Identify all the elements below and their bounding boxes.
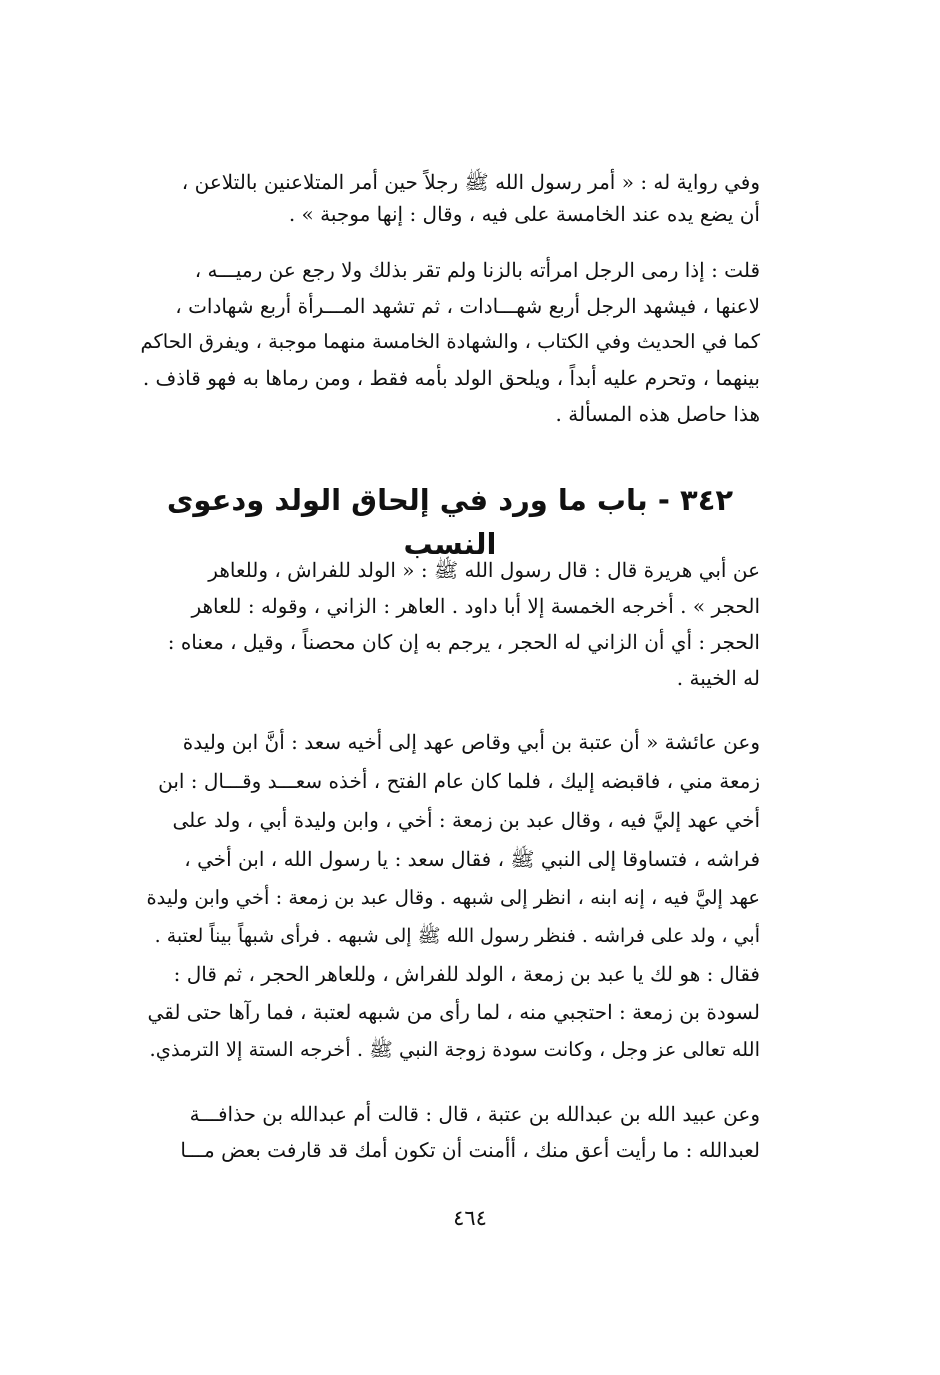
- page-number: ٤٦٤: [453, 1206, 487, 1230]
- paragraph-qultu: [140, 256, 760, 446]
- text-line: بينهما ، وتحرم عليه أبداً ، ويلحق الولد بأمه فقط ، ومن رماها به فهو قاذف .: [142, 366, 760, 390]
- text-line: أبي ، ولد على فراشه . فنظر رسول الله ﷺ إلى شبهه . فرأى شبهاً بيناً لعتبة .: [154, 925, 760, 947]
- text-line: وعن عائشة « أن عتبة بن أبي وقاص عهد إلى أخيه سعد : أنَّ ابن وليدة: [182, 730, 760, 754]
- text-line: كما في الحديث وفي الكتاب ، والشهادة الخامسة منهما موجبة ، ويفرق الحاكم: [140, 330, 760, 353]
- text-line: عهد إليَّ فيه ، إنه ابنه ، انظر إلى شبهه . وقال عبد بن زمعة : أخي وابن وليدة: [146, 886, 760, 909]
- text-line: عن أبي هريرة قال : قال رسول الله ﷺ : « الولد للفراش ، وللعاهر: [208, 558, 760, 582]
- paragraph-aisha: [140, 728, 760, 1088]
- paragraph-riwaya: [140, 168, 760, 228]
- text-line: وعن عبيد الله بن عبدالله بن عتبة ، قال : قالت أم عبدالله بن حذافـــة: [189, 1102, 760, 1126]
- text-line: فقال : هو لك يا عبد بن زمعة ، الولد للفراش ، وللعاهر الحجر ، ثم قال :: [173, 962, 760, 986]
- text-line: أن يضع يده عند الخامسة على فيه ، وقال : إنها موجبة » .: [288, 202, 760, 226]
- text-line: له الخيبة .: [676, 666, 760, 690]
- text-line: أخي عهد إليَّ فيه ، وقال عبد بن زمعة : أخي ، وابن وليدة أبي ، ولد على: [172, 808, 760, 832]
- text-line: لعبدالله : ما رأيت أعق منك ، أأمنت أن تكون أمك قد قارفت بعض مـــا: [180, 1138, 760, 1162]
- text-line: وفي رواية له : « أمر رسول الله ﷺ رجلاً حين أمر المتلاعنين بالتلاعن ،: [181, 170, 760, 194]
- paragraph-ubaydullah: [140, 1100, 760, 1170]
- paragraph-abu-hurayra: [140, 556, 760, 706]
- section-heading: ٣٤٢ - باب ما ورد في إلحاق الولد ودعوى النسب: [166, 483, 734, 561]
- text-line: الله تعالى عز وجل ، وكانت سودة زوجة النبي ﷺ . أخرجه الستة إلا الترمذي.: [149, 1038, 760, 1061]
- text-line: فراشه ، فتساوقا إلى النبي ﷺ ، فقال سعد : يا رسول الله ، ابن أخي ،: [184, 847, 760, 871]
- text-line: الحجر : أي أن الزاني له الحجر ، يرجم به إن كان محصناً ، وقيل ، معناه :: [167, 630, 760, 654]
- text-line: هذا حاصل هذه المسألة .: [555, 402, 760, 426]
- text-line: قلت : إذا رمى الرجل امرأته بالزنا ولم تقر بذلك ولا رجع عن رميـــه ،: [194, 258, 760, 282]
- text-line: لسودة بن زمعة : احتجبي منه ، لما رأى من شبهه لعتبة ، فما رآها حتى لقي: [147, 1000, 760, 1024]
- text-line: لاعنها ، فيشهد الرجل أربع شهـــادات ، ثم تشهد المـــرأة أربع شهادات ،: [175, 294, 760, 318]
- text-line: زمعة مني ، فاقبضه إليك ، فلما كان عام الفتح ، أخذه سعـــد وقـــال : ابن: [158, 769, 760, 793]
- text-line: الحجر » . أخرجه الخمسة إلا أبا داود . العاهر : الزاني ، وقوله : للعاهر: [191, 594, 760, 618]
